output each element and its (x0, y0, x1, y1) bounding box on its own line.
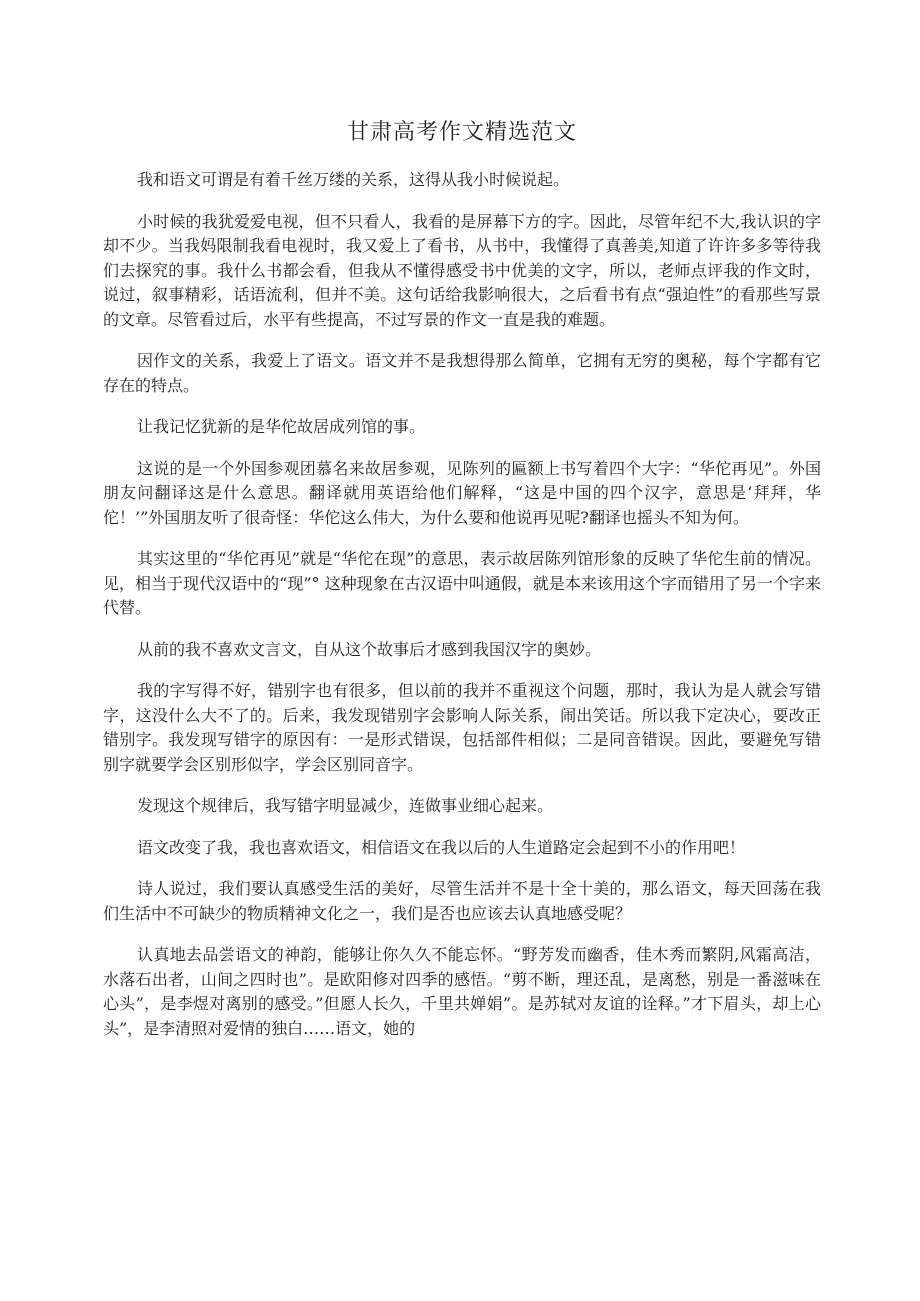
paragraph-8: 我的字写得不好，错别字也有很多，但以前的我并不重视这个问题，那时，我认为是人就会写错字，这没什么大不了的。后来，我发现错别字会影响人际关系，闹出笑话。所以我下定决心，要改正错别字。我发现写错字的原因有：一是形式错误，包括部件相似；二是同音错误。因此，要避免写错别字就要学会区别形似字，学会区别同音字。 (103, 681, 821, 774)
document-page (103, 118, 821, 1058)
paragraph-2: 小时候的我犹爱爱电视，但不只看人，我看的是屏幕下方的字。因此，尽管年纪不大,我认识的字却不少。当我妈限制我看电视时，我又爱上了看书，从书中，我懂得了真善美,知道了许许多多等待我们去探究的事。我什么书都会看，但我从不懂得感受书中优美的文字，所以，老师点评我的作文时，说过，叙事精彩，话语流利，但并不美。这句话给我影响很大，之后看书有点“强迫性”的看那些写景的文章。尽管看过后，水平有些提高，不过写景的作文一直是我的难题。 (103, 211, 821, 329)
paragraph-1: 我和语文可谓是有着千丝万缕的关系，这得从我小时候说起。 (137, 170, 570, 189)
paragraph-10: 语文改变了我，我也喜欢语文，相信语文在我以后的人生道路定会起到不小的作用吧！ (137, 837, 746, 857)
paragraph-9: 发现这个规律后，我写错字明显减少，连做事业细心起来。 (137, 796, 554, 815)
paragraph-6: 其实这里的“华佗再见”就是“华佗在现”的意思，表示故居陈列馆形象的反映了华佗生前的情况。见，相当于现代汉语中的“现”° 这种现象在古汉语中叫通假，就是本来该用这个字而错用了另一个字来代替。 (103, 549, 821, 617)
paragraph-4: 让我记忆犹新的是华佗故居成列馆的事。 (137, 417, 426, 436)
paragraph-5: 这说的是一个外国参观团慕名来故居参观，见陈列的匾额上书写着四个大字：“华佗再见”。外国朋友问翻译这是什么意思。翻译就用英语给他们解释，“这是中国的四个汉字，意思是‘拜拜，华佗！’”外国朋友听了很奇怪：华佗这么伟大，为什么要和他说再见呢?翻译也摇头不知为何。 (103, 458, 821, 527)
paragraph-12: 认真地去品尝语文的神韵，能够让你久久不能忘怀。“野芳发而幽香，佳木秀而繁阴,风霜高洁，水落石出者，山间之四时也”。是欧阳修对四季的感悟。“剪不断，理还乱，是离愁，别是一番滋味在心头”，是李煜对离别的感受。”但愿人长久，千里共婵娟”。是苏轼对友谊的诠释。”才下眉头，却上心头”，是李清照对爱情的独白……语文，她的 (103, 945, 821, 1038)
document-title: 甘肃高考作文精选范文 (346, 120, 577, 145)
paragraph-11: 诗人说过，我们要认真感受生活的美好，尽管生活并不是十全十美的，那么语文，每天回荡在我们生活中不可缺少的物质精神文化之一，我们是否也应该去认真地感受呢？ (103, 879, 821, 923)
paragraph-3: 因作文的关系，我爱上了语文。语文并不是我想得那么简单，它拥有无穷的奥秘，每个字都有它存在的特点。 (103, 351, 821, 395)
paragraph-7: 从前的我不喜欢文言文，自从这个故事后才感到我国汉字的奥妙。 (137, 639, 602, 659)
